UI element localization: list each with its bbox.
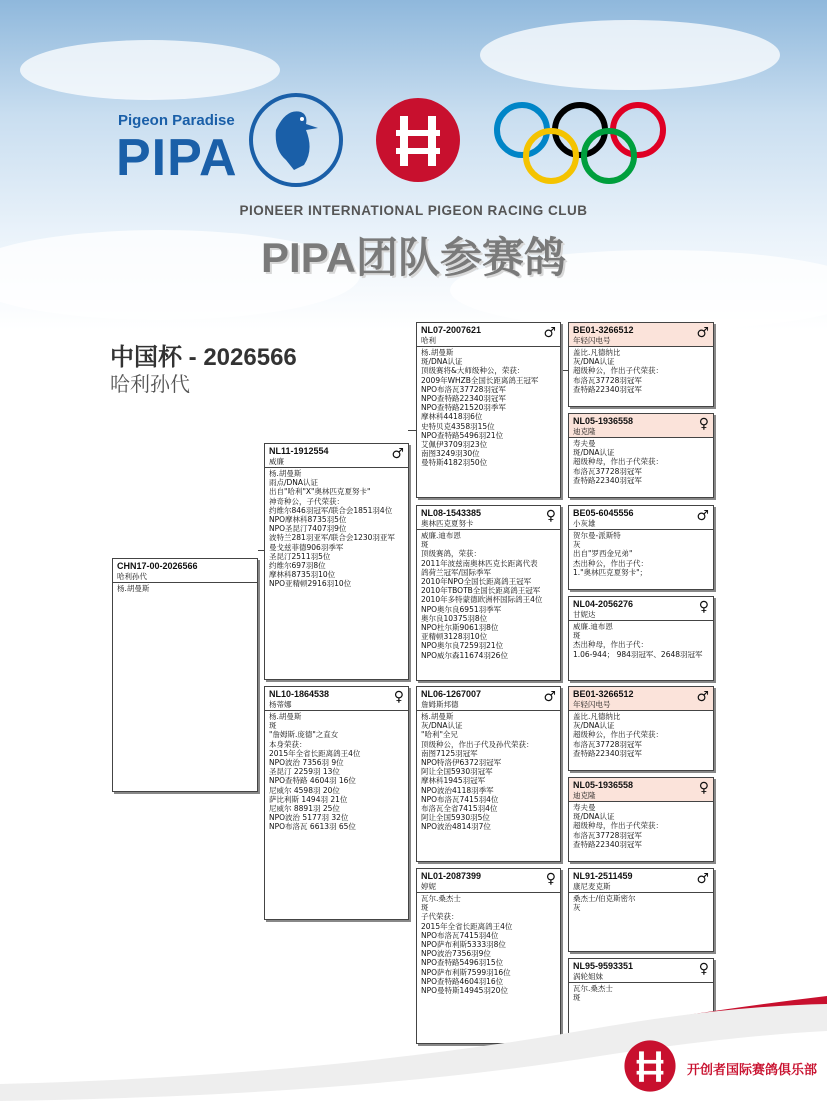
ring-number: BE05-6045556 xyxy=(573,508,634,518)
female-icon: ♀ xyxy=(545,871,556,887)
pedigree-details: 杨.胡曼斯 xyxy=(117,584,150,593)
male-icon: ♂ xyxy=(696,871,709,887)
pedigree-card-sire-dam xyxy=(416,505,561,681)
ring-number: BE01-3266512 xyxy=(573,689,634,699)
ring-number: NL04-2056276 xyxy=(573,599,634,609)
male-icon: ♂ xyxy=(696,325,709,341)
pedigree-details: 盖比.凡德纳比 灰/DNA认证 超级种公，作出子代荣获： 布洛瓦37728羽冠军 查特路22340羽冠军 xyxy=(573,348,663,394)
pigeon-name: 甘妮达 xyxy=(573,610,596,619)
cup-title: 中国杯 - 2026566 xyxy=(110,344,297,371)
pigeon-name: 哈利 xyxy=(421,336,436,345)
pedigree-details: 瓦尔.桑杰士 斑 xyxy=(573,984,613,1003)
page-headline: PIPA团队参赛鸽 xyxy=(261,234,566,281)
male-icon: ♂ xyxy=(391,446,404,462)
footer-wave xyxy=(0,976,827,1106)
footer-club-name: 开创者国际赛鸽俱乐部 xyxy=(686,1062,817,1077)
pedigree-card-sdd xyxy=(568,596,714,681)
cloud-decoration xyxy=(480,20,780,90)
pigeon-logo-icon xyxy=(246,90,346,190)
female-icon: ♀ xyxy=(545,508,556,524)
pedigree-details: 贺尔曼-派斯特 灰 出自"罗西金兄弟" 杰出种公，作出子代： 1."奥林匹克夏努卡"； xyxy=(573,531,648,577)
olympic-rings-icon xyxy=(492,100,672,190)
ring-number: BE01-3266512 xyxy=(573,325,634,335)
pigeon-name: 婷妮 xyxy=(421,882,436,891)
pedigree-details: 寿夫曼 斑/DNA认证 超级种母，作出子代荣获： 布洛瓦37728羽冠军 查特路22340羽冠军 xyxy=(573,439,663,485)
pigeon-name: 迪克隆 xyxy=(573,791,596,800)
pedigree-card-subject xyxy=(112,558,258,792)
cup-subtitle: 哈利孙代 xyxy=(110,374,190,396)
male-icon: ♂ xyxy=(696,508,709,524)
pigeon-name: 詹姆斯邦德 xyxy=(421,700,459,709)
pedigree-details: 杨.胡曼斯 斑 "詹姆斯.庞德"之直女 本身荣获： 2015年全省长距离鸽王4位 NPO波治 7356羽 9位 圣昆汀 2259羽 13位 NPO查特路 4604羽 16位 尼威尔 4598羽 20位 萨比利斯 1494羽 21位 尼威尔 8891羽 25位 NPO波治 5177羽 32位 NPO布洛瓦 6613羽 65位 xyxy=(269,712,361,832)
female-icon: ♀ xyxy=(393,689,404,705)
connector-line xyxy=(408,430,416,431)
pedigree-details: 盖比.凡德纳比 灰/DNA认证 超级种公，作出子代荣获： 布洛瓦37728羽冠军 查特路22340羽冠军 xyxy=(573,712,663,758)
pigeon-name: 迪克隆 xyxy=(573,427,596,436)
ring-number: NL95-9593351 xyxy=(573,961,634,971)
pigeon-name: 哈利孙代 xyxy=(117,572,147,581)
pigeon-name: 康尼麦克斯 xyxy=(573,882,611,891)
pedigree-card-ssd xyxy=(568,413,714,498)
pedigree-card-sss xyxy=(568,322,714,407)
ring-number: NL11-1912554 xyxy=(269,446,329,456)
pedigree-card-sire-sire xyxy=(416,322,561,498)
logo-bar xyxy=(110,90,730,200)
ring-number: NL06-1267007 xyxy=(421,689,482,699)
female-icon: ♀ xyxy=(698,416,709,432)
female-icon: ♀ xyxy=(698,599,709,615)
pedigree-details: 威廉.迪布恩 斑 顶级赛鸽，荣获： 2011年波兹南奥林匹克长距离代表 鸽荷兰冠军/国际季军 2010年NPO全国长距离鸽王冠军 2010年TBOTB全国长距离鸽王冠军 2010年多特蒙德欧洲杯国际鸽王4位 NPO奥尔良6951羽季军 奥尔良10375羽8位 NPO杜尔斯9061羽8位 亚精顿3128羽10位 NPO奥尔良7259羽21位 NPO威尔森11674羽26位 xyxy=(421,531,543,660)
pigeon-name: 年轻闪电号 xyxy=(573,700,611,709)
pigeon-name: 小灰雄 xyxy=(573,519,596,528)
pigeon-name: 威廉 xyxy=(269,457,284,466)
pedigree-details: 威廉.迪布恩 斑 杰出种母，作出子代： 1.06-944； 984羽冠军、2648羽冠军 xyxy=(573,622,703,659)
pedigree-card-dsd xyxy=(568,777,714,862)
brand-big-name: PIPA xyxy=(116,129,238,187)
pedigree-details: 杨.胡曼斯 雨点/DNA认证 出自"哈利"X"奥林匹克夏努卡" 神奇种公，子代荣获： 约维尔846羽冠军/联合会1851羽4位 NPO摩林科8735羽5位 NPO圣昆汀7407羽9位 波特兰281羽亚军/联合会1230羽亚军 曼戈兹菲德906羽季军 圣昆汀2511羽5位 约维尔697羽8位 摩林科8735羽10位 NPO亚精顿2916羽10位 xyxy=(269,469,395,589)
ring-number: NL10-1864538 xyxy=(269,689,330,699)
brand-small-name: Pigeon Paradise xyxy=(118,112,235,129)
ring-number: NL07-2007621 xyxy=(421,325,482,335)
club-name: PIONEER INTERNATIONAL PIGEON RACING CLUB xyxy=(239,203,588,218)
ring-number: NL01-2087399 xyxy=(421,871,482,881)
pigeon-name: 涡轮姐妹 xyxy=(573,972,603,981)
female-icon: ♀ xyxy=(698,961,709,977)
female-icon: ♀ xyxy=(698,780,709,796)
club-seal-icon xyxy=(622,1038,678,1094)
ring-number: NL05-1936558 xyxy=(573,780,634,790)
pedigree-details: 桑杰士/伯克斯密尔 灰 xyxy=(573,894,636,913)
ring-number: NL08-1543385 xyxy=(421,508,482,518)
pedigree-card-sire xyxy=(264,443,409,680)
pedigree-details: 杨.胡曼斯 斑/DNA认证 顶级赛将&大师级种公，荣获： 2009年WHZB全国长距离鸽王冠军 NPO布洛瓦37728羽冠军 NPO查特路22340羽冠军 NPO查特路21520羽季军 摩林科4418羽6位 史特贝克4358羽15位 NPO查特路5496羽21位 艾佩伊3709羽23位 南图3249羽30位 曼特斯4182羽50位 xyxy=(421,348,539,468)
pedigree-card-sds xyxy=(568,505,714,590)
pedigree-card-dds xyxy=(568,868,714,952)
ring-number: NL05-1936558 xyxy=(573,416,634,426)
pedigree-card-dam-sire xyxy=(416,686,561,862)
pedigree-card-dam xyxy=(264,686,409,920)
male-icon: ♂ xyxy=(543,325,556,341)
club-seal-icon xyxy=(372,94,464,186)
pedigree-details: 瓦尔.桑杰士 斑 子代荣获： 2015年全省长距离鸽王4位 NPO布洛瓦7415羽4位 NPO萨布利斯5333羽8位 NPO波治7356羽9位 NPO查特路5496羽15位 NPO萨布利斯7599羽16位 NPO查特路4604羽16位 NPO曼特斯14945羽20位 xyxy=(421,894,513,996)
pigeon-name: 杨蒂娜 xyxy=(269,700,292,709)
pedigree-card-dss xyxy=(568,686,714,771)
pigeon-name: 奥林匹克夏努卡 xyxy=(421,519,474,528)
pedigree-details: 杨.胡曼斯 灰/DNA认证 "哈利"全兄 顶级种公，作出子代及孙代荣获： 南图7125羽冠军 NPO特洛伊6372羽冠军 阿让全国5930羽冠军 摩林科1945羽冠军 NPO波治4118羽季军 NPO布洛瓦7415羽4位 布洛瓦全省7415羽4位 阿让全国5930羽5位 NPO波治4814羽7位 xyxy=(421,712,534,832)
pigeon-name: 年轻闪电号 xyxy=(573,336,611,345)
male-icon: ♂ xyxy=(543,689,556,705)
ring-number: NL91-2511459 xyxy=(573,871,633,881)
ring-number: CHN17-00-2026566 xyxy=(117,561,198,571)
male-icon: ♂ xyxy=(696,689,709,705)
pedigree-details: 寿夫曼 斑/DNA认证 超级种母，作出子代荣获： 布洛瓦37728羽冠军 查特路22340羽冠军 xyxy=(573,803,663,849)
